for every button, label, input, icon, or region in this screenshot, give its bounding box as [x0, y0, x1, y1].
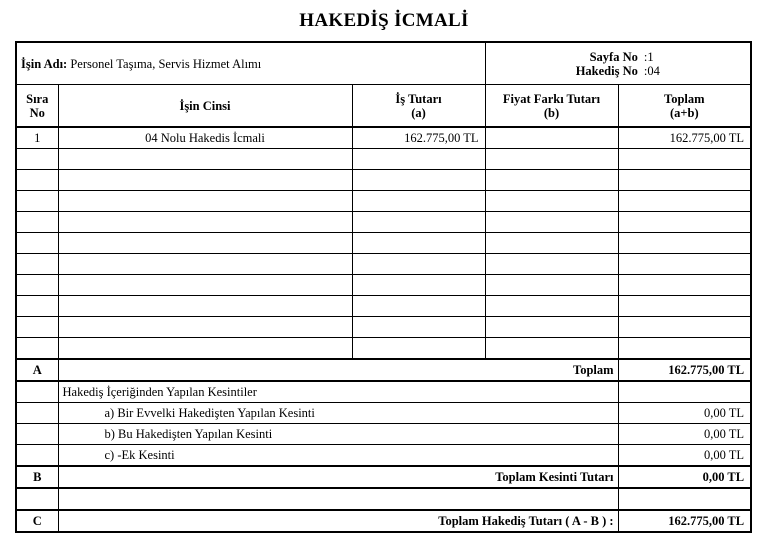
section-a-label: Toplam [58, 359, 618, 381]
table-row: 1 04 Nolu Hakedis İcmali 162.775,00 TL 162.775,00 TL [16, 127, 751, 149]
document-title: HAKEDİŞ İCMALİ [299, 10, 469, 31]
table-row [16, 338, 751, 360]
job-name-value: Personel Taşıma, Servis Hizmet Alımı [70, 56, 262, 71]
col-header-work-type: İşin Cinsi [58, 85, 352, 128]
hakedis-value: :04 [643, 63, 660, 78]
section-b-value: 0,00 TL [618, 466, 751, 488]
col-header-price-diff: Fiyat Farkı Tutarı (b) [485, 85, 618, 128]
table-row [16, 170, 751, 191]
section-a-letter: A [16, 359, 58, 381]
section-a-row [16, 359, 751, 381]
page-value: :1 [643, 49, 654, 64]
section-a-value: 162.775,00 TL [618, 359, 751, 381]
deduction-value: 0,00 TL [618, 445, 751, 467]
page-label: Sayfa No [589, 49, 638, 64]
col-header-total: Toplam (a+b) [618, 85, 751, 128]
section-c-row [16, 510, 751, 532]
hakedis-label: Hakediş No [575, 63, 638, 78]
section-c-value: 162.775,00 TL [618, 510, 751, 532]
col-header-amount: İş Tutarı (a) [352, 85, 485, 128]
col-header-no: Sıra No [16, 85, 58, 128]
table-row [16, 275, 751, 296]
table-row [16, 254, 751, 275]
table-row [16, 212, 751, 233]
deduction-row [16, 445, 751, 467]
table-row [16, 149, 751, 170]
job-name-label: İşin Adı: [21, 56, 68, 71]
spacer-row [16, 488, 751, 510]
table-row [16, 296, 751, 317]
page-info-cell [485, 42, 751, 85]
deduction-value: 0,00 TL [618, 403, 751, 424]
table-row [16, 233, 751, 254]
header-row [16, 85, 751, 128]
job-name-cell [16, 42, 485, 85]
deduction-label: b) Bu Hakedişten Yapılan Kesinti [58, 424, 618, 445]
table-row [16, 191, 751, 212]
section-c-label: Toplam Hakediş Tutarı ( A - B ) : [58, 510, 618, 532]
deduction-value: 0,00 TL [618, 424, 751, 445]
hakedis-summary-table [15, 41, 752, 533]
section-b-row [16, 466, 751, 488]
deduction-row [16, 403, 751, 424]
section-b-letter: B [16, 466, 58, 488]
deduction-label: c) -Ek Kesinti [58, 445, 618, 467]
deduction-label: a) Bir Evvelki Hakedişten Yapılan Kesinti [58, 403, 618, 424]
deduction-row [16, 424, 751, 445]
section-c-letter: C [16, 510, 58, 532]
section-b-label: Toplam Kesinti Tutarı [58, 466, 618, 488]
deductions-heading: Hakediş İçeriğinden Yapılan Kesintiler [58, 381, 618, 403]
table-row [16, 317, 751, 338]
deductions-heading-row [16, 381, 751, 403]
info-row [16, 42, 751, 85]
